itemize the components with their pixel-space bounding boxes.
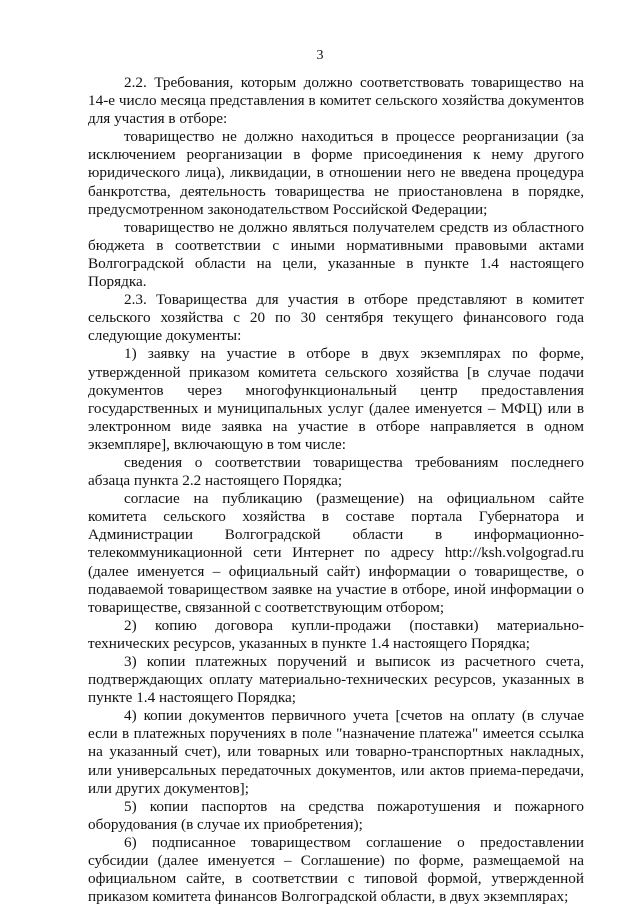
paragraph-item-1-application: 1) заявку на участие в отборе в двух экземплярах по форме, утвержденной приказом комитета сельского хозяйства [в случае подачи документов через многофункциональный центр предоставления государственных и муниципальных услуг (далее именуется – МФЦ) или в электронном виде заявка на участие в отборе направляется в одном экземпляре], включающую в том числе: (88, 345, 584, 453)
paragraph-2-3-intro: 2.3. Товарищества для участия в отборе представляют в комитет сельского хозяйства с 20 по 30 сентября текущего финансового года следующие документы: (88, 291, 584, 345)
paragraph-publication-consent: согласие на публикацию (размещение) на официальном сайте комитета сельского хозяйства в составе портала Губернатора и Администрации Волгоградской области в информационно-телекоммуникационной сети Интернет по адресу http://ksh.volgograd.ru (далее именуется – официальный сайт) информации о товариществе, о подаваемой товариществом заявке на участие в отборе, иной информации о товариществе, связанной с соответствующим отбором; (88, 490, 584, 616)
paragraph-budget-requirement: товарищество не должно являться получателем средств из областного бюджета в соответствии с иными нормативными правовыми актами Волгоградской области на цели, указанные в пункте 1.4 настоящего Порядка. (88, 218, 584, 291)
paragraph-item-3-payments: 3) копии платежных поручений и выписок из расчетного счета, подтверждающих оплату материально-технических ресурсов, указанных в пункте 1.4 настоящего Порядка; (88, 653, 584, 707)
paragraph-item-5-passports: 5) копии паспортов на средства пожаротушения и пожарного оборудования (в случае их приобретения); (88, 797, 584, 833)
page-number: 3 (316, 48, 324, 63)
paragraph-2-2-intro: 2.2. Требования, которым должно соответствовать товарищество на 14-е число месяца представления в комитет сельского хозяйства документов для участия в отборе: (88, 74, 584, 128)
paragraph-item-6-agreement: 6) подписанное товариществом соглашение о предоставлении субсидии (далее именуется – Соглашение) по форме, размещаемой на официальном сайте, в соответствии с типовой формой, утвержденной приказом комитета финансов Волгоградской области, в двух экземплярах; (88, 833, 584, 906)
paragraph-reorganization-requirement: товарищество не должно находиться в процессе реорганизации (за исключением реорганизации в форме присоединения к нему другого юридического лица), ликвидации, в отношении него не введена процедура банкротства, деятельность товарищества не приостановлена в порядке, предусмотренном законодательством Российской Федерации; (88, 128, 584, 218)
paragraph-item-4-primary-documents: 4) копии документов первичного учета [счетов на оплату (в случае если в платежных поручениях в поле "назначение платежа" имеется ссылка на указанный счет), или товарных или товарно-транспортных накладных, или универсальных передаточных документов, или актов приема-передачи, или других документов]; (88, 707, 584, 797)
paragraph-compliance-info: сведения о соответствии товарищества требованиям последнего абзаца пункта 2.2 настоящего Порядка; (88, 453, 584, 490)
document-body (88, 74, 584, 906)
paragraph-item-2-contract: 2) копию договора купли-продажи (поставки) материально-технических ресурсов, указанных в пункте 1.4 настоящего Порядка; (88, 616, 584, 652)
